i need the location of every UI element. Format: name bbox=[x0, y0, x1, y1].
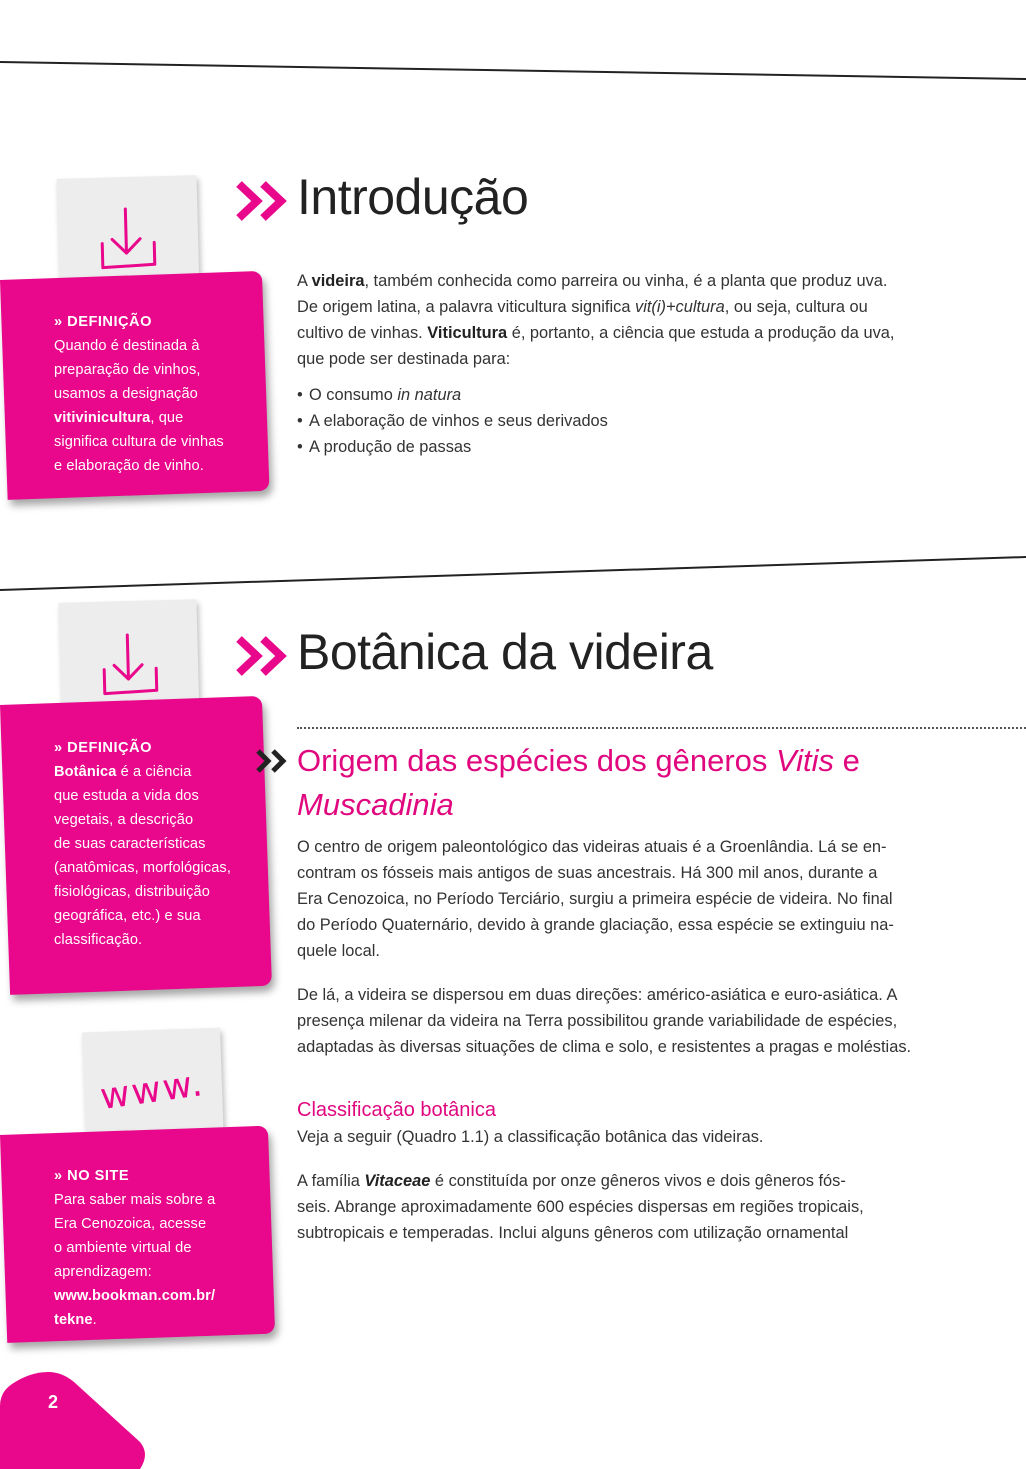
paragraph-line: De lá, a videira se dispersou em duas direções: américo-asiática e euro-asiática. A bbox=[297, 986, 898, 1004]
page-number-tab bbox=[0, 1366, 150, 1469]
definition-line: Quando é destinada à bbox=[54, 338, 200, 354]
definition-line: e elaboração de vinho. bbox=[54, 458, 204, 474]
paragraph-line bbox=[297, 1168, 927, 1194]
text: O consumo bbox=[309, 386, 398, 404]
paragraph-line: que pode ser destinada para: bbox=[297, 350, 511, 368]
list-item: • A elaboração de vinhos e seus derivados bbox=[297, 408, 917, 434]
website-link[interactable] bbox=[54, 1308, 269, 1332]
term-italic: Muscadinia bbox=[297, 787, 454, 822]
paragraph-line: Era Cenozoica, no Período Terciário, surgiu a primeira espécie de videira. No final bbox=[297, 890, 893, 908]
text: De origem latina, a palavra viticultura significa bbox=[297, 298, 635, 316]
text: . bbox=[92, 1312, 97, 1328]
section-divider bbox=[0, 552, 1026, 592]
section-title: Botânica da videira bbox=[297, 624, 713, 680]
definition-content bbox=[54, 736, 264, 952]
text: Origem das espécies dos gêneros bbox=[297, 743, 777, 778]
paragraph-line bbox=[297, 294, 917, 320]
definition-line: vegetais, a descrição bbox=[54, 812, 194, 828]
paragraph-line: do Período Quaternário, devido à grande glaciação, essa espécie se extinguiu na- bbox=[297, 916, 894, 934]
term-bold-italic: Vitaceae bbox=[364, 1172, 431, 1190]
text: e bbox=[834, 743, 860, 778]
paragraph-line: seis. Abrange aproximadamente 600 espécies dispersas em regiões tropicais, bbox=[297, 1198, 864, 1216]
list-item: • A produção de passas bbox=[297, 434, 917, 460]
paragraph-line: presença milenar da videira na Terra possibilitou grande variabilidade de espécies, bbox=[297, 1012, 898, 1030]
subsection-heading: Classificação botânica bbox=[297, 1099, 496, 1121]
text: A família bbox=[297, 1172, 365, 1190]
top-divider bbox=[0, 52, 1026, 92]
paragraph-line: O centro de origem paleontológico das videiras atuais é a Groenlândia. Lá se en- bbox=[297, 838, 887, 856]
term-italic: in natura bbox=[397, 386, 462, 404]
chevron-double-icon bbox=[235, 635, 291, 677]
chevron-double-icon bbox=[235, 180, 291, 222]
definition-line: que estuda a vida dos bbox=[54, 788, 199, 804]
definition-line: usamos a designação bbox=[54, 386, 198, 402]
definition-line: classificação. bbox=[54, 932, 143, 948]
page-number: 2 bbox=[48, 1392, 59, 1412]
text: é, portanto, a ciência que estuda a produção da uva, bbox=[507, 324, 895, 342]
intro-body bbox=[297, 268, 917, 460]
website-line: o ambiente virtual de bbox=[54, 1240, 192, 1256]
term-bold: vitivinicultura bbox=[54, 410, 151, 426]
url-text[interactable]: www.bookman.com.br/ bbox=[54, 1288, 216, 1304]
term-italic: vit(i)+cultura bbox=[635, 298, 725, 316]
definition-line: (anatômicas, morfológicas, bbox=[54, 860, 231, 876]
text: , ou seja, cultura ou bbox=[724, 298, 868, 316]
definition-line: preparação de vinhos, bbox=[54, 362, 201, 378]
paragraph-line: quele local. bbox=[297, 942, 380, 960]
paragraph-line bbox=[297, 268, 917, 294]
definition-line: significa cultura de vinhas bbox=[54, 434, 224, 450]
text: cultivo de vinhas. bbox=[297, 324, 428, 342]
definition-line bbox=[54, 406, 259, 430]
definition-title: » DEFINIÇÃO bbox=[54, 314, 152, 330]
url-text[interactable]: tekne bbox=[54, 1312, 93, 1328]
text: é constituída por onze gêneros vivos e dois gêneros fós- bbox=[430, 1172, 846, 1190]
section-title: Introdução bbox=[297, 169, 529, 225]
definition-content bbox=[54, 310, 259, 478]
website-line: aprendizagem: bbox=[54, 1264, 152, 1280]
definition-text: é a ciência bbox=[116, 764, 192, 780]
paragraph-line: subtropicais e temperadas. Inclui alguns gêneros com utilização ornamental bbox=[297, 1224, 849, 1242]
term-italic: Vitis bbox=[776, 743, 835, 778]
botanica-body bbox=[297, 834, 927, 1060]
definition-line: de suas características bbox=[54, 836, 206, 852]
classification-body bbox=[297, 1124, 927, 1246]
chevron-double-icon bbox=[255, 748, 291, 774]
paragraph-line: Veja a seguir (Quadro 1.1) a classificação botânica das videiras. bbox=[297, 1128, 764, 1146]
paragraph-line: adaptadas às diversas situações de clima e solo, e resistentes a pragas e moléstias. bbox=[297, 1038, 912, 1056]
term-bold: Viticultura bbox=[427, 324, 508, 342]
website-line: Era Cenozoica, acesse bbox=[54, 1216, 207, 1232]
website-link[interactable] bbox=[54, 1284, 269, 1308]
download-icon bbox=[95, 204, 161, 276]
list-item bbox=[297, 382, 917, 408]
website-content bbox=[54, 1164, 269, 1332]
website-title: » NO SITE bbox=[54, 1168, 130, 1184]
definition-line: geográfica, etc.) e sua bbox=[54, 908, 201, 924]
dotted-rule bbox=[297, 727, 1026, 729]
definition-text: , que bbox=[150, 410, 184, 426]
text: , também conhecida como parreira ou vinha, é a planta que produz uva. bbox=[364, 272, 888, 290]
text: A bbox=[297, 272, 312, 290]
definition-title: » DEFINIÇÃO bbox=[54, 740, 152, 756]
www-handwritten-icon: www. bbox=[97, 1062, 207, 1119]
term-bold: Botânica bbox=[54, 764, 117, 780]
paragraph-line: contram os fósseis mais antigos de suas ancestrais. Há 300 mil anos, durante a bbox=[297, 864, 878, 882]
term-bold: videira bbox=[311, 272, 365, 290]
download-icon bbox=[97, 630, 163, 702]
subsection-title bbox=[297, 739, 937, 827]
definition-line bbox=[54, 760, 264, 784]
paragraph-line bbox=[297, 320, 917, 346]
website-line: Para saber mais sobre a bbox=[54, 1192, 216, 1208]
definition-line: fisiológicas, distribuição bbox=[54, 884, 210, 900]
bullet-list bbox=[297, 382, 917, 460]
